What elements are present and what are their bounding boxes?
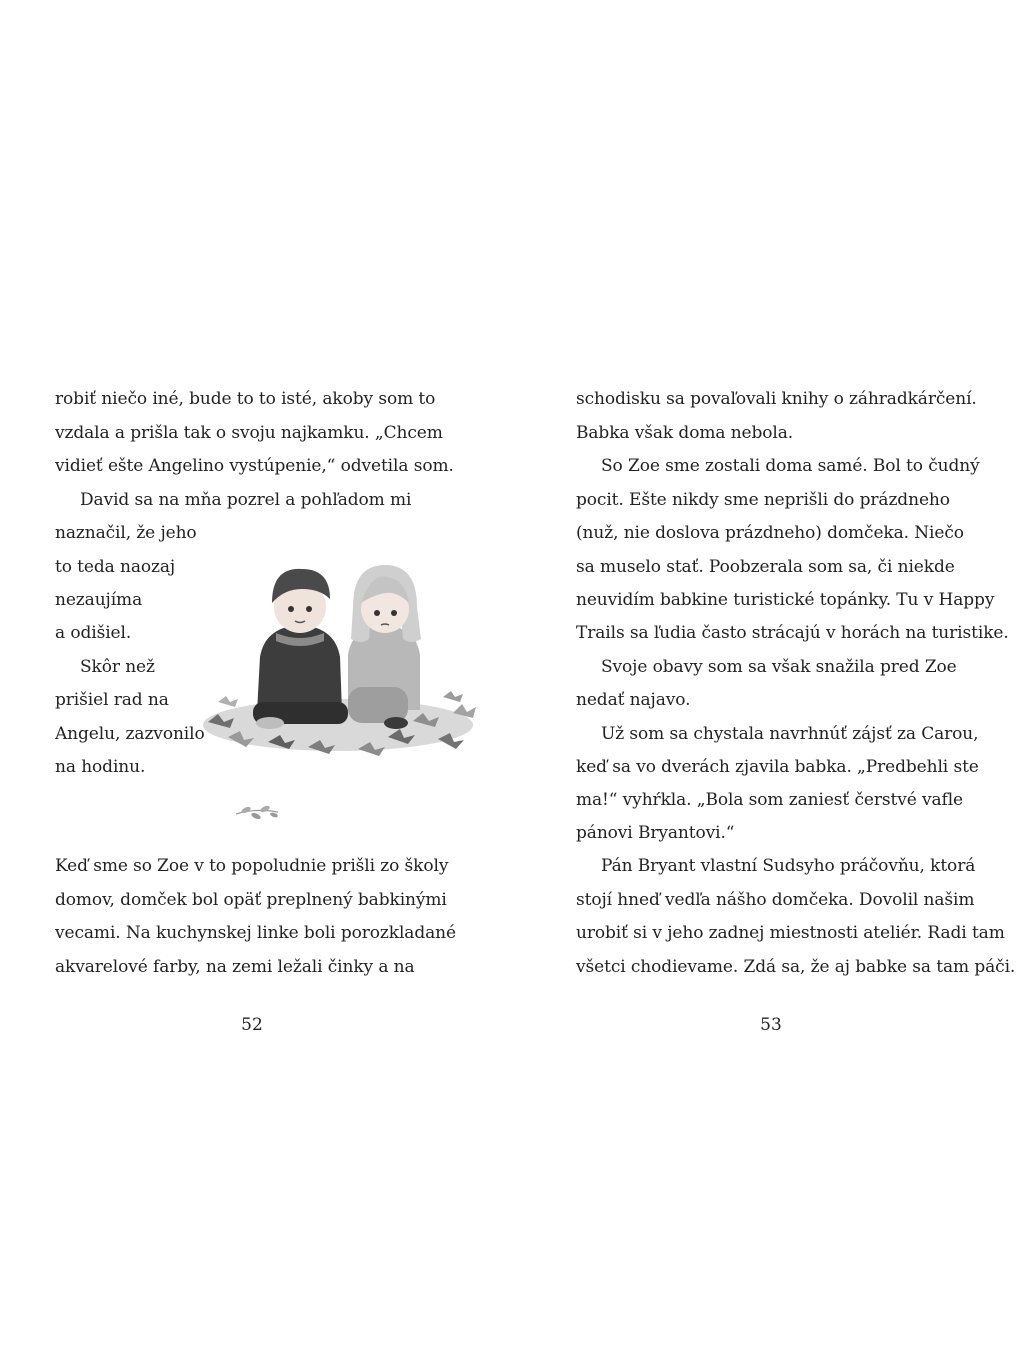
text-line: Svoje obavy som sa však snažila pred Zoe: [601, 657, 957, 677]
text-line: akvarelové farby, na zemi ležali činky a na: [55, 957, 415, 977]
text-line: nedať najavo.: [576, 690, 691, 710]
text-line: Babka však doma nebola.: [576, 423, 794, 443]
girl-figure-icon: [348, 565, 421, 729]
page-number-left: 52: [241, 1015, 263, 1035]
text-line: Angelu, zazvonilo: [55, 724, 205, 744]
leaf-ornament-icon: [232, 802, 282, 822]
text-line: keď sa vo dverách zjavila babka. „Predbehli ste: [576, 757, 979, 777]
text-line: domov, domček bol opäť preplnený babkinými: [55, 890, 447, 910]
text-line: David sa na mňa pozrel a pohľadom mi: [80, 490, 412, 510]
text-line: pocit. Ešte nikdy sme neprišli do prázdneho: [576, 490, 950, 510]
boy-figure-icon: [253, 569, 348, 729]
illustration-kids-on-leaves: [198, 537, 478, 765]
page-number-right: 53: [760, 1015, 782, 1035]
text-line: Už som sa chystala navrhnúť zájsť za Carou,: [601, 724, 979, 744]
text-line: (nuž, nie doslova prázdneho) domčeka. Niečo: [576, 523, 964, 543]
text-line: robiť niečo iné, bude to to isté, akoby som to: [55, 389, 436, 409]
text-line: a odišiel.: [55, 623, 132, 643]
text-line: stojí hneď vedľa nášho domčeka. Dovolil našim: [576, 890, 975, 910]
text-line: vecami. Na kuchynskej linke boli porozkladané: [55, 923, 456, 943]
text-line: Pán Bryant vlastní Sudsyho práčovňu, ktorá: [601, 856, 976, 876]
text-line: na hodinu.: [55, 757, 146, 777]
text-line: So Zoe sme zostali doma samé. Bol to čudný: [601, 456, 980, 476]
text-line: urobiť si v jeho zadnej miestnosti ateliér. Radi tam: [576, 923, 1005, 943]
text-line: nezaujíma: [55, 590, 143, 610]
text-line: Keď sme so Zoe v to popoludnie prišli zo školy: [55, 856, 449, 876]
text-line: sa muselo stať. Poobzerala som sa, či niekde: [576, 557, 955, 577]
text-line: schodisku sa povaľovali knihy o záhradkárčení.: [576, 389, 977, 409]
text-line: vzdala a prišla tak o svoju najkamku. „Chcem: [55, 423, 443, 443]
text-line: vidieť ešte Angelino vystúpenie,“ odvetila som.: [55, 456, 454, 476]
text-line: to teda naozaj: [55, 557, 176, 577]
text-line: neuvidím babkine turistické topánky. Tu v Happy: [576, 590, 995, 610]
text-line: Skôr než: [80, 657, 155, 677]
text-line: pánovi Bryantovi.“: [576, 823, 735, 843]
text-line: ma!“ vyhŕkla. „Bola som zaniesť čerstvé vafle: [576, 790, 963, 810]
text-line: Trails sa ľudia často strácajú v horách na turistike.: [576, 623, 1009, 643]
text-line: prišiel rad na: [55, 690, 169, 710]
text-line: všetci chodievame. Zdá sa, že aj babke sa tam páči.: [576, 957, 1016, 977]
text-line: naznačil, že jeho: [55, 523, 197, 543]
